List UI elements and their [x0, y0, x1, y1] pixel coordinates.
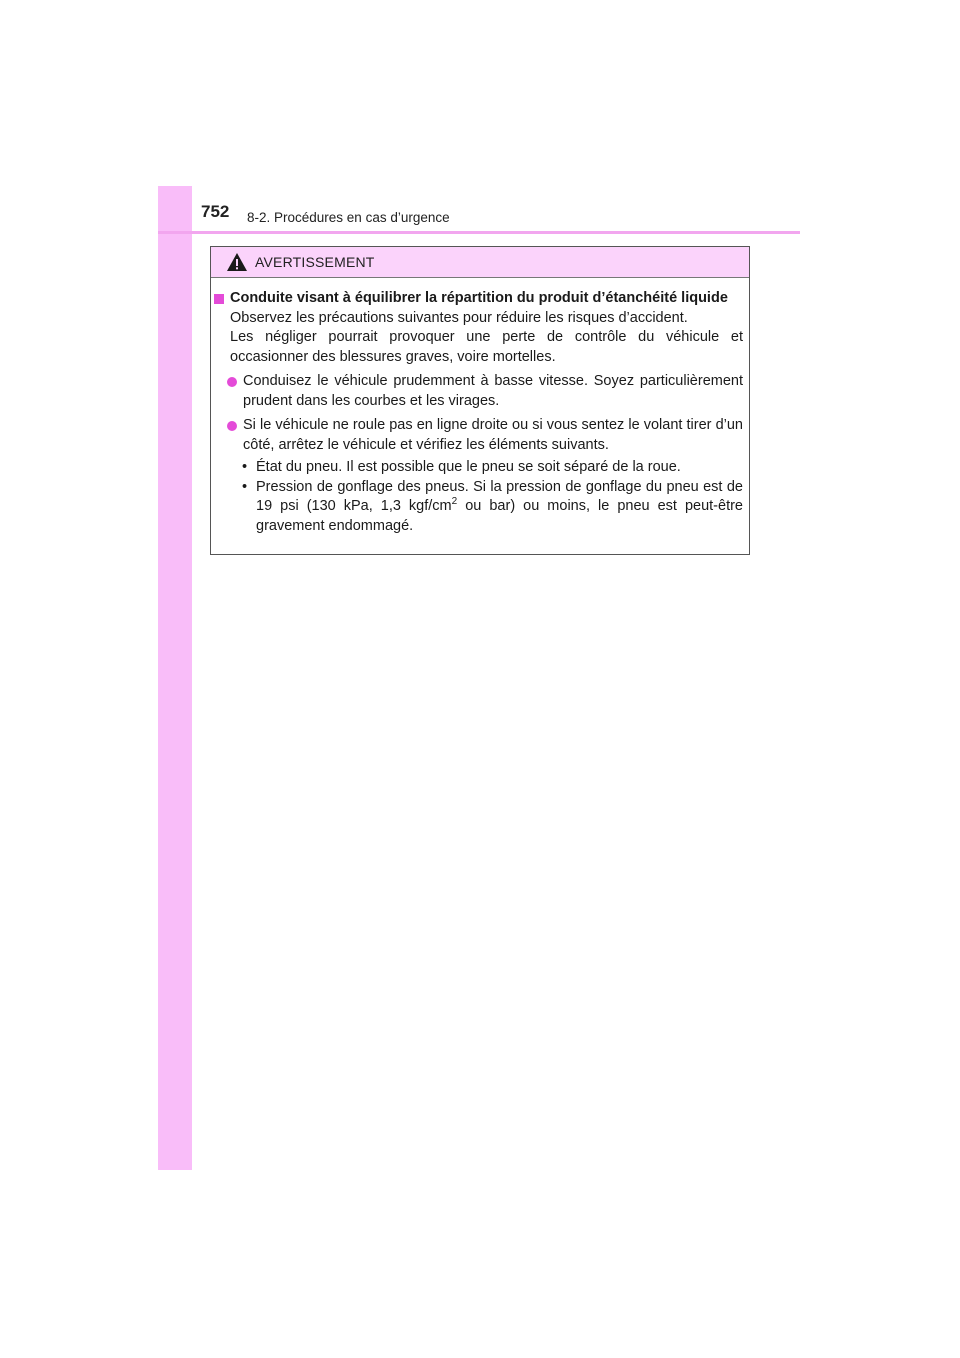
square-bullet-icon	[214, 294, 224, 304]
intro-line-2: Les négliger pourrait provoquer une perte de contrôle du véhicule et occasionner des blessures graves, voire mortelles.	[230, 329, 743, 365]
bullet-item-2	[211, 416, 749, 455]
sub-list	[211, 458, 749, 536]
sub-bullet-marker: •	[242, 459, 248, 475]
page-number: 752	[201, 202, 230, 221]
header-rule	[158, 231, 800, 234]
bullet-text-2: Si le véhicule ne roule pas en ligne droite ou si vous sentez le volant tirer d’un côté, arrêtez le véhicule et vérifiez les éléments suivants.	[243, 417, 743, 453]
warning-triangle-icon	[226, 252, 248, 272]
bullet-item-1	[211, 372, 749, 411]
warning-content	[211, 289, 749, 536]
warning-heading-row	[211, 289, 749, 309]
sub-text-2-part-b: ou bar) ou moins, le pneu est peut-être gravement endommagé.	[256, 498, 743, 534]
warning-box	[210, 246, 750, 555]
sub-item-2	[211, 478, 749, 537]
round-bullet-icon	[227, 377, 237, 387]
round-bullet-icon	[227, 421, 237, 431]
sub-text-2	[256, 478, 743, 537]
superscript-2: 2	[451, 496, 458, 508]
section-title: 8-2. Procédures en cas d’urgence	[247, 210, 450, 225]
sub-bullet-marker: •	[242, 478, 248, 495]
sub-text-1: État du pneu. Il est possible que le pneu se soit séparé de la roue.	[256, 459, 681, 475]
intro-line-1: Observez les précautions suivantes pour réduire les risques d’accident.	[230, 309, 688, 326]
warning-title: AVERTISSEMENT	[255, 254, 375, 270]
warning-header	[211, 247, 749, 278]
bullet-text-1: Conduisez le véhicule prudemment à basse vitesse. Soyez particulièrement prudent dans les courbes et les virages.	[243, 373, 743, 409]
sub-text-2-part-a: Pression de gonflage des pneus. Si la pression de gonflage du pneu est de 19 psi (130 kPa, 1,3 kgf/cm	[256, 478, 743, 514]
chapter-side-tab	[158, 186, 192, 1170]
warning-heading: Conduite visant à équilibrer la répartition du produit d’étanchéité liquide	[230, 290, 728, 306]
sub-item-1	[211, 458, 749, 478]
